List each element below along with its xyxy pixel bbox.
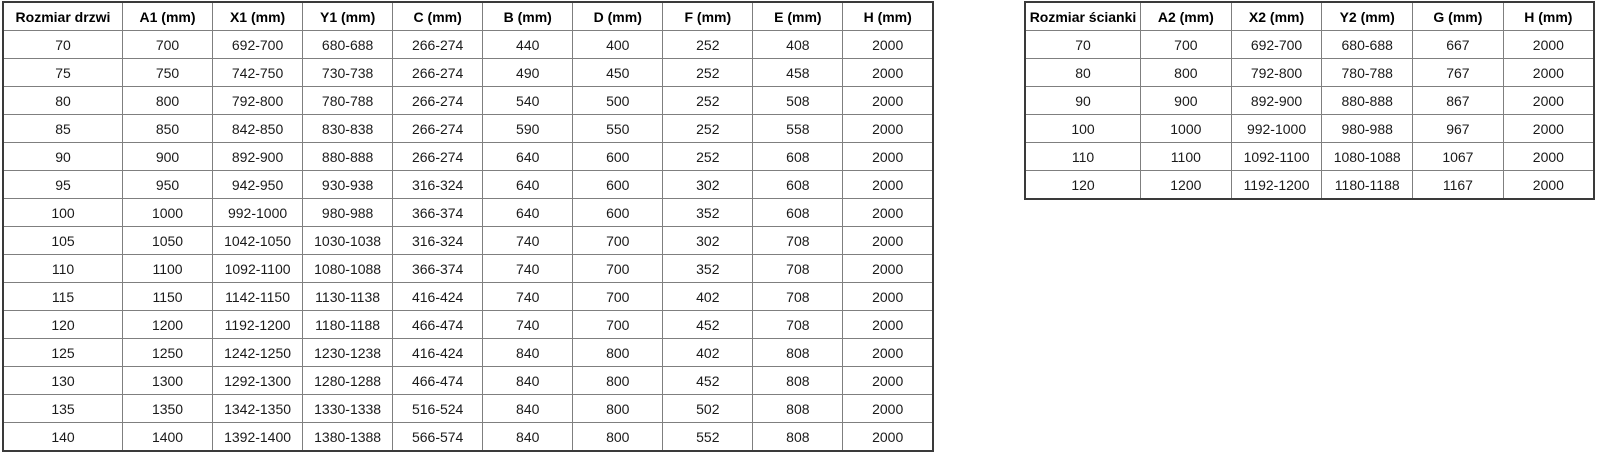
table-cell: 800 (573, 339, 663, 367)
table-row (3, 367, 933, 395)
table-cell: 1080-1088 (303, 255, 393, 283)
table-cell: 1342-1350 (213, 395, 303, 423)
table-cell: 680-688 (303, 31, 393, 59)
table-cell: 2000 (1503, 143, 1594, 171)
table-cell: 70 (3, 31, 123, 59)
table-cell: 1330-1338 (303, 395, 393, 423)
table-cell: 640 (483, 171, 573, 199)
table-row (1025, 59, 1594, 87)
table-cell: 135 (3, 395, 123, 423)
table-cell: 85 (3, 115, 123, 143)
table-cell: 740 (483, 311, 573, 339)
table-cell: 708 (753, 283, 843, 311)
table-cell: 1292-1300 (213, 367, 303, 395)
table-cell: 892-900 (213, 143, 303, 171)
table-cell: 967 (1413, 115, 1504, 143)
table-cell: 558 (753, 115, 843, 143)
table-cell: 808 (753, 423, 843, 452)
table-cell: 2000 (1503, 171, 1594, 200)
table-cell: 70 (1025, 31, 1141, 59)
header-row (1025, 2, 1594, 31)
table-cell: 1100 (1141, 143, 1232, 171)
table-cell: 266-274 (393, 87, 483, 115)
table-row (1025, 31, 1594, 59)
column-header: Y2 (mm) (1322, 2, 1413, 31)
table-cell: 1242-1250 (213, 339, 303, 367)
table-cell: 808 (753, 339, 843, 367)
column-header: A2 (mm) (1141, 2, 1232, 31)
table-cell: 800 (1141, 59, 1232, 87)
table-cell: 408 (753, 31, 843, 59)
column-header: A1 (mm) (123, 2, 213, 31)
table-cell: 2000 (843, 115, 933, 143)
table-cell: 1067 (1413, 143, 1504, 171)
table-cell: 700 (123, 31, 213, 59)
table-row (3, 255, 933, 283)
table-cell: 266-274 (393, 115, 483, 143)
table-cell: 767 (1413, 59, 1504, 87)
table-cell: 2000 (843, 227, 933, 255)
table-cell: 416-424 (393, 283, 483, 311)
table-cell: 130 (3, 367, 123, 395)
table-row (3, 87, 933, 115)
table-cell: 2000 (843, 423, 933, 452)
table-cell: 1000 (123, 199, 213, 227)
table-cell: 1030-1038 (303, 227, 393, 255)
table-cell: 400 (573, 31, 663, 59)
table-row (3, 143, 933, 171)
table-cell: 730-738 (303, 59, 393, 87)
table-cell: 600 (573, 199, 663, 227)
table-cell: 458 (753, 59, 843, 87)
table-cell: 1350 (123, 395, 213, 423)
table-cell: 800 (123, 87, 213, 115)
table-cell: 366-374 (393, 255, 483, 283)
column-header: X1 (mm) (213, 2, 303, 31)
table-cell: 110 (3, 255, 123, 283)
table-cell: 608 (753, 199, 843, 227)
table-cell: 252 (663, 59, 753, 87)
table-cell: 900 (123, 143, 213, 171)
table-cell: 540 (483, 87, 573, 115)
table-cell: 850 (123, 115, 213, 143)
table-cell: 1150 (123, 283, 213, 311)
table-cell: 608 (753, 143, 843, 171)
table-cell: 692-700 (1231, 31, 1322, 59)
wall-size-table-header (1025, 2, 1594, 31)
table-cell: 316-324 (393, 171, 483, 199)
table-cell: 452 (663, 367, 753, 395)
table-cell: 266-274 (393, 59, 483, 87)
table-cell: 266-274 (393, 31, 483, 59)
table-cell: 1000 (1141, 115, 1232, 143)
table-cell: 352 (663, 255, 753, 283)
table-cell: 1300 (123, 367, 213, 395)
table-cell: 980-988 (303, 199, 393, 227)
table-cell: 1100 (123, 255, 213, 283)
table-cell: 125 (3, 339, 123, 367)
table-cell: 950 (123, 171, 213, 199)
table-cell: 680-688 (1322, 31, 1413, 59)
table-cell: 692-700 (213, 31, 303, 59)
header-row (3, 2, 933, 31)
table-cell: 700 (1141, 31, 1232, 59)
table-row (1025, 115, 1594, 143)
column-header: C (mm) (393, 2, 483, 31)
table-cell: 1280-1288 (303, 367, 393, 395)
table-cell: 252 (663, 143, 753, 171)
table-cell: 750 (123, 59, 213, 87)
table-cell: 800 (573, 423, 663, 452)
table-row (3, 423, 933, 452)
table-cell: 1092-1100 (1231, 143, 1322, 171)
table-cell: 640 (483, 199, 573, 227)
table-cell: 667 (1413, 31, 1504, 59)
table-cell: 992-1000 (1231, 115, 1322, 143)
table-cell: 1042-1050 (213, 227, 303, 255)
table-cell: 2000 (843, 395, 933, 423)
table-cell: 252 (663, 31, 753, 59)
table-cell: 402 (663, 283, 753, 311)
column-header: Rozmiar ścianki (1025, 2, 1141, 31)
table-cell: 450 (573, 59, 663, 87)
table-cell: 550 (573, 115, 663, 143)
table-cell: 80 (1025, 59, 1141, 87)
table-cell: 867 (1413, 87, 1504, 115)
table-cell: 590 (483, 115, 573, 143)
table-cell: 2000 (843, 31, 933, 59)
table-cell: 840 (483, 395, 573, 423)
table-cell: 942-950 (213, 171, 303, 199)
table-cell: 2000 (843, 283, 933, 311)
table-cell: 930-938 (303, 171, 393, 199)
table-cell: 140 (3, 423, 123, 452)
table-cell: 466-474 (393, 367, 483, 395)
table-cell: 508 (753, 87, 843, 115)
table-cell: 2000 (1503, 87, 1594, 115)
table-cell: 105 (3, 227, 123, 255)
table-cell: 352 (663, 199, 753, 227)
wall-size-table-body (1025, 31, 1594, 200)
table-cell: 1080-1088 (1322, 143, 1413, 171)
table-cell: 708 (753, 255, 843, 283)
table-cell: 700 (573, 227, 663, 255)
column-header: X2 (mm) (1231, 2, 1322, 31)
door-size-table-body (3, 31, 933, 452)
table-row (3, 227, 933, 255)
column-header: G (mm) (1413, 2, 1504, 31)
column-header: Rozmiar drzwi (3, 2, 123, 31)
table-row (3, 311, 933, 339)
table-cell: 1250 (123, 339, 213, 367)
table-cell: 1142-1150 (213, 283, 303, 311)
table-cell: 252 (663, 87, 753, 115)
table-cell: 2000 (843, 87, 933, 115)
table-cell: 2000 (843, 367, 933, 395)
table-cell: 110 (1025, 143, 1141, 171)
table-cell: 2000 (1503, 115, 1594, 143)
table-cell: 740 (483, 255, 573, 283)
table-row (3, 115, 933, 143)
table-row (3, 59, 933, 87)
table-cell: 2000 (843, 143, 933, 171)
table-row (3, 31, 933, 59)
table-cell: 700 (573, 283, 663, 311)
table-cell: 75 (3, 59, 123, 87)
column-header: H (mm) (1503, 2, 1594, 31)
table-cell: 842-850 (213, 115, 303, 143)
table-cell: 742-750 (213, 59, 303, 87)
table-cell: 840 (483, 367, 573, 395)
table-cell: 600 (573, 143, 663, 171)
table-cell: 120 (1025, 171, 1141, 200)
table-cell: 302 (663, 171, 753, 199)
column-header: H (mm) (843, 2, 933, 31)
table-cell: 302 (663, 227, 753, 255)
door-size-table (2, 1, 934, 452)
table-cell: 2000 (843, 59, 933, 87)
table-cell: 490 (483, 59, 573, 87)
table-cell: 840 (483, 339, 573, 367)
table-cell: 1180-1188 (1322, 171, 1413, 200)
table-cell: 266-274 (393, 143, 483, 171)
table-cell: 600 (573, 171, 663, 199)
table-cell: 900 (1141, 87, 1232, 115)
table-cell: 90 (3, 143, 123, 171)
table-cell: 780-788 (303, 87, 393, 115)
table-cell: 252 (663, 115, 753, 143)
table-cell: 992-1000 (213, 199, 303, 227)
table-cell: 1167 (1413, 171, 1504, 200)
table-cell: 100 (3, 199, 123, 227)
table-cell: 740 (483, 227, 573, 255)
table-cell: 1380-1388 (303, 423, 393, 452)
table-cell: 440 (483, 31, 573, 59)
table-cell: 1050 (123, 227, 213, 255)
table-cell: 700 (573, 255, 663, 283)
table-cell: 115 (3, 283, 123, 311)
table-cell: 792-800 (213, 87, 303, 115)
table-cell: 466-474 (393, 311, 483, 339)
table-cell: 100 (1025, 115, 1141, 143)
table-row (3, 395, 933, 423)
table-cell: 808 (753, 367, 843, 395)
table-cell: 1230-1238 (303, 339, 393, 367)
table-cell: 552 (663, 423, 753, 452)
column-header: E (mm) (753, 2, 843, 31)
column-header: Y1 (mm) (303, 2, 393, 31)
table-cell: 608 (753, 171, 843, 199)
table-cell: 708 (753, 227, 843, 255)
table-row (1025, 143, 1594, 171)
table-row (1025, 87, 1594, 115)
table-cell: 840 (483, 423, 573, 452)
wall-size-table (1024, 1, 1595, 200)
table-cell: 2000 (1503, 31, 1594, 59)
door-size-table-header (3, 2, 933, 31)
table-cell: 2000 (1503, 59, 1594, 87)
table-cell: 708 (753, 311, 843, 339)
column-header: D (mm) (573, 2, 663, 31)
table-cell: 2000 (843, 199, 933, 227)
table-cell: 1200 (1141, 171, 1232, 200)
column-header: F (mm) (663, 2, 753, 31)
table-cell: 640 (483, 143, 573, 171)
table-cell: 1400 (123, 423, 213, 452)
table-cell: 1130-1138 (303, 283, 393, 311)
table-cell: 502 (663, 395, 753, 423)
table-cell: 402 (663, 339, 753, 367)
table-row (3, 283, 933, 311)
table-cell: 1180-1188 (303, 311, 393, 339)
table-cell: 500 (573, 87, 663, 115)
table-cell: 366-374 (393, 199, 483, 227)
table-cell: 80 (3, 87, 123, 115)
table-cell: 516-524 (393, 395, 483, 423)
table-cell: 700 (573, 311, 663, 339)
column-header: B (mm) (483, 2, 573, 31)
table-cell: 880-888 (303, 143, 393, 171)
table-cell: 740 (483, 283, 573, 311)
table-cell: 452 (663, 311, 753, 339)
table-cell: 120 (3, 311, 123, 339)
table-cell: 2000 (843, 171, 933, 199)
table-cell: 1092-1100 (213, 255, 303, 283)
table-row (3, 339, 933, 367)
table-cell: 2000 (843, 339, 933, 367)
table-cell: 1200 (123, 311, 213, 339)
table-cell: 1192-1200 (213, 311, 303, 339)
table-cell: 416-424 (393, 339, 483, 367)
table-cell: 980-988 (1322, 115, 1413, 143)
table-cell: 830-838 (303, 115, 393, 143)
table-cell: 90 (1025, 87, 1141, 115)
table-row (1025, 171, 1594, 200)
table-row (3, 171, 933, 199)
table-cell: 2000 (843, 255, 933, 283)
table-cell: 1392-1400 (213, 423, 303, 452)
table-cell: 892-900 (1231, 87, 1322, 115)
table-cell: 808 (753, 395, 843, 423)
table-cell: 2000 (843, 311, 933, 339)
table-cell: 792-800 (1231, 59, 1322, 87)
table-cell: 95 (3, 171, 123, 199)
table-cell: 800 (573, 395, 663, 423)
table-cell: 566-574 (393, 423, 483, 452)
table-row (3, 199, 933, 227)
table-cell: 780-788 (1322, 59, 1413, 87)
table-cell: 880-888 (1322, 87, 1413, 115)
table-cell: 1192-1200 (1231, 171, 1322, 200)
table-cell: 316-324 (393, 227, 483, 255)
table-cell: 800 (573, 367, 663, 395)
